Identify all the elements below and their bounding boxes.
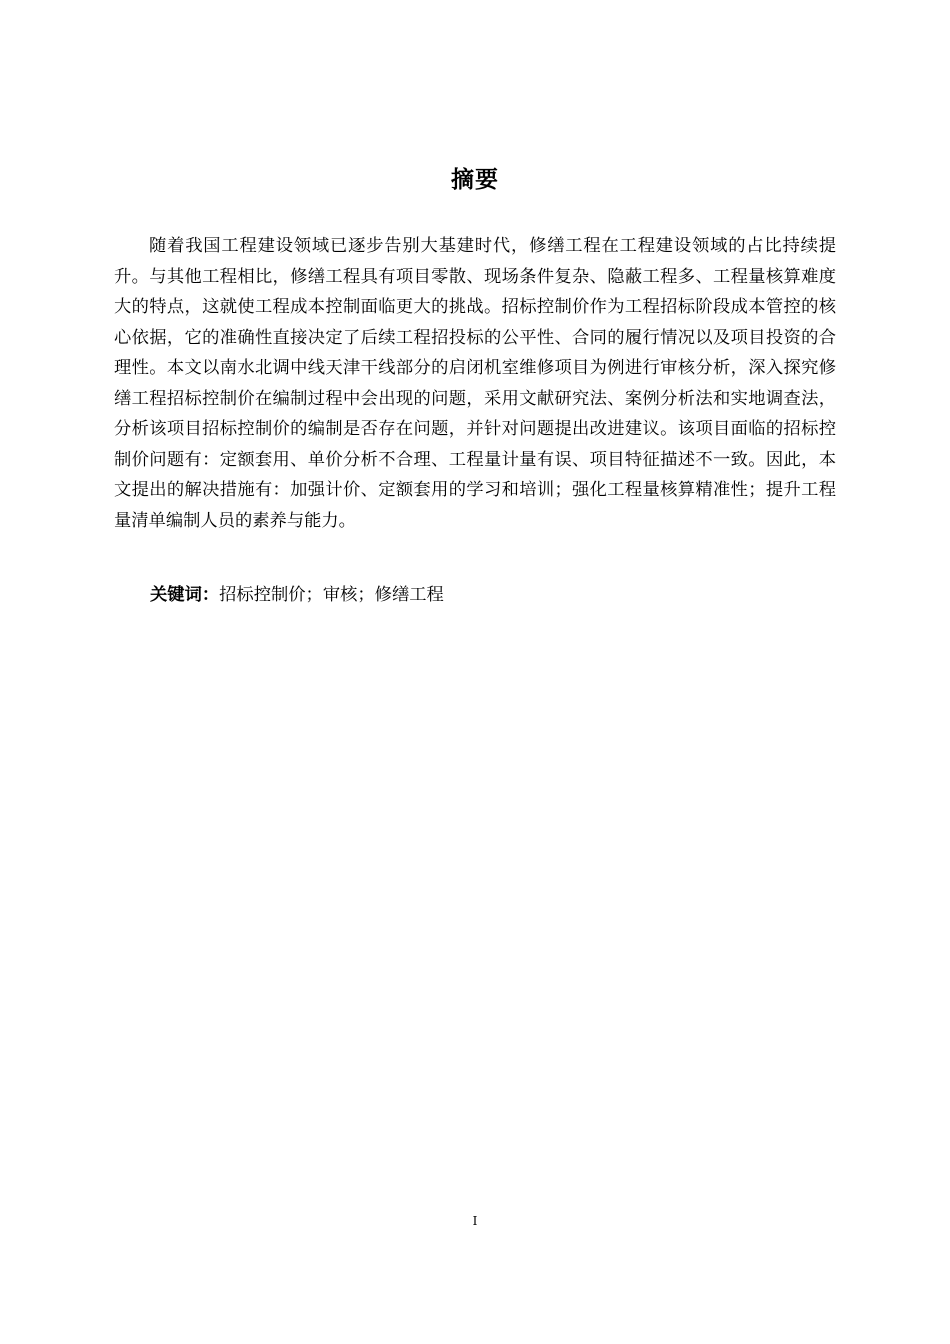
- abstract-title: 摘要: [451, 167, 499, 193]
- keywords-line: [150, 580, 836, 610]
- page-number: I: [472, 1214, 478, 1228]
- abstract-body: 随着我国工程建设领域已逐步告别大基建时代，修缮工程在工程建设领域的占比持续提升。与其他工程相比，修缮工程具有项目零散、现场条件复杂、隐蔽工程多、工程量核算难度大的特点，这就使工程成本控制面临更大的挑战。招标控制价作为工程招标阶段成本管控的核心依据，它的准确性直接决定了后续工程招投标的公平性、合同的履行情况以及项目投资的合理性。本文以南水北调中线天津干线部分的启闭机室维修项目为例进行审核分析，深入探究修缮工程招标控制价在编制过程中会出现的问题，采用文献研究法、案例分析法和实地调查法，分析该项目招标控制价的编制是否存在问题，并针对问题提出改进建议。该项目面临的招标控制价问题有：定额套用、单价分析不合理、工程量计量有误、项目特征描述不一致。因此，本文提出的解决措施有：加强计价、定额套用的学习和培训；强化工程量核算精准性；提升工程量清单编制人员的素养与能力。: [114, 236, 836, 531]
- keywords-label: 关键词：: [150, 585, 220, 605]
- keywords-text: 招标控制价；审核；修缮工程: [219, 585, 444, 605]
